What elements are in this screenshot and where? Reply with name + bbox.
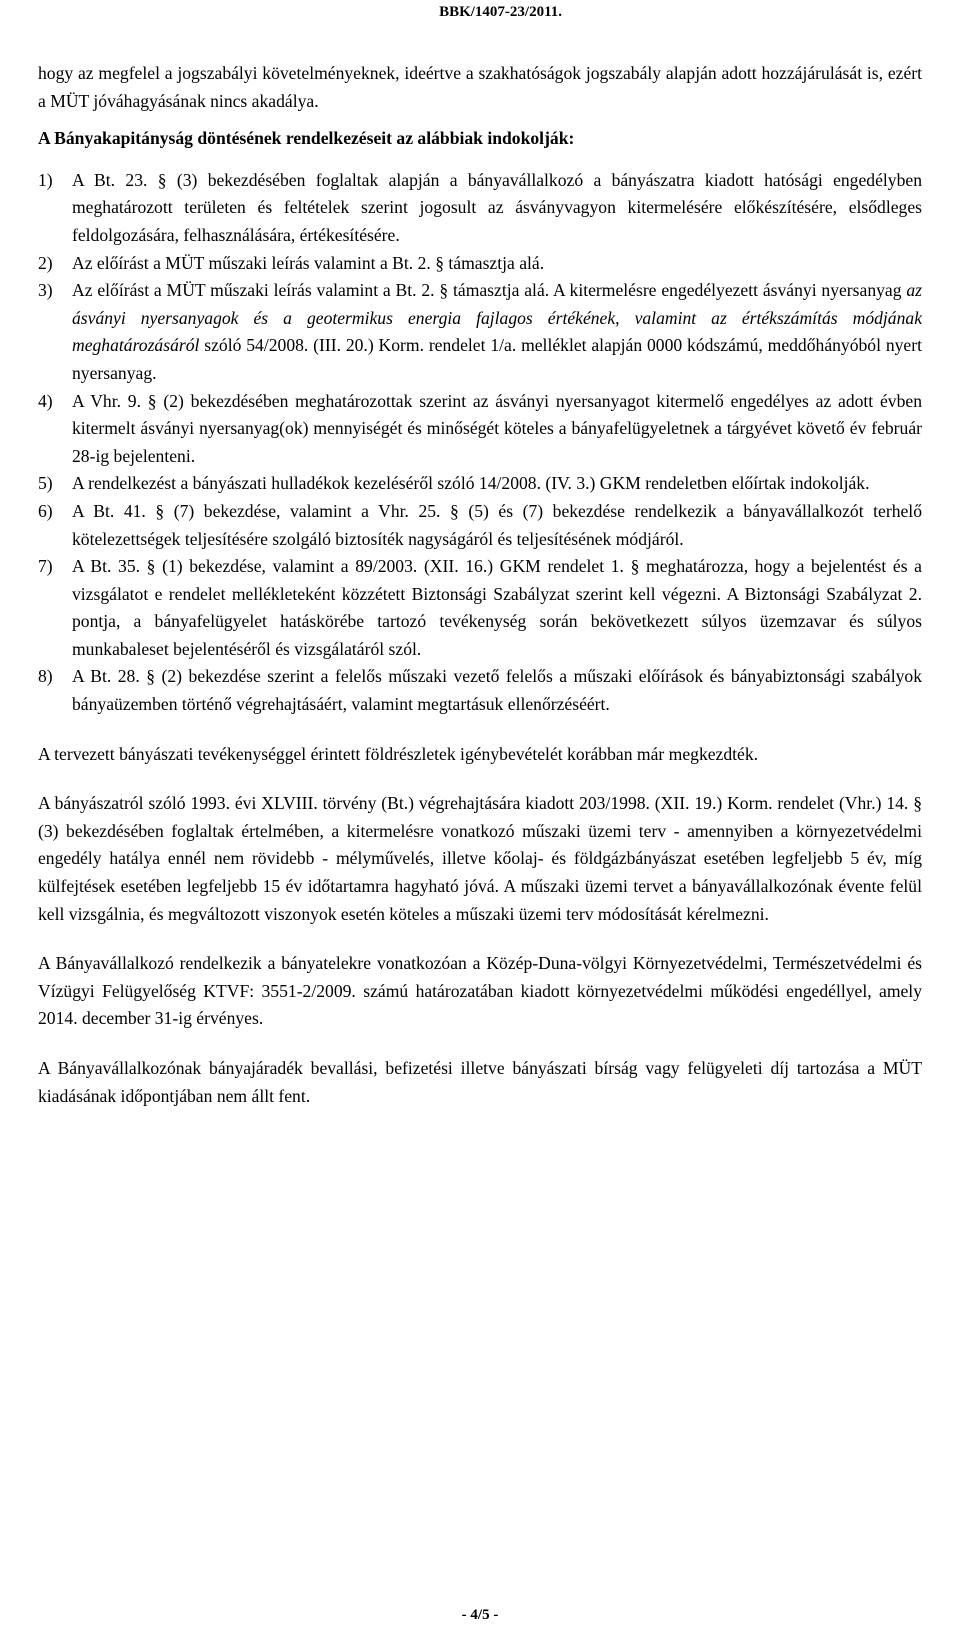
item-number: 7) <box>38 556 53 577</box>
list-item <box>38 470 922 498</box>
item-text: A Bt. 41. § (7) bekezdése, valamint a Vhr. 25. § (5) és (7) bekezdése rendelkezik a bányavállalkozót terhelő kötelezettségek teljesítésére szolgáló biztosíték nagyságáról és teljesítésének módjáról. <box>72 500 922 549</box>
reasons-list <box>38 167 922 719</box>
item-text: Az előírást a MÜT műszaki leírás valamint a Bt. 2. § támasztja alá. A kitermelésre engedélyezett ásványi nyersanyag <box>72 280 907 301</box>
item-text: A Bt. 28. § (2) bekezdése szerint a felelős műszaki vezető felelős a műszaki előírások és bányabiztonsági szabályok bányaüzemben történő végrehajtásáért, valamint megtartásuk ellenőrzéséért. <box>72 666 922 715</box>
list-item <box>38 277 922 387</box>
item-text: A rendelkezést a bányászati hulladékok kezeléséről szóló 14/2008. (IV. 3.) GKM rendeletben előírtak indokolják. <box>72 473 870 494</box>
list-item <box>38 250 922 278</box>
body-paragraph: A tervezett bányászati tevékenységgel érintett földrészletek igénybevételét korábban már megkezdték. <box>38 743 759 764</box>
list-item <box>38 498 922 553</box>
page-footer <box>0 1607 960 1624</box>
item-number: 1) <box>38 169 53 190</box>
item-text: szóló 54/2008. (III. 20.) Korm. rendelet 1/a. melléklet alapján 0000 kódszámú, meddőhányóból nyert nyersanyag. <box>72 335 922 383</box>
document-number: BBK/1407-23/2011. <box>439 4 562 20</box>
body-paragraph: A bányászatról szóló 1993. évi XLVIII. törvény (Bt.) végrehajtására kiadott 203/1998. (XII. 19.) Korm. rendelet (Vhr.) 14. § (3) bekezdésében foglaltak értelmében, a kitermelésre vonatkozó műszaki üzemi terv - amennyiben a környezetvédelmi engedély hatálya ennél nem rövidebb - mélyművelés, illetve kőolaj- és földgázbányászat esetében legfeljebb 5 év, míg külfejtések esetében legfeljebb 15 év időtartamra hagyható jóvá. A műszaki üzemi tervet a bányavállalkozónak évente felül kell vizsgálnia, és megváltozott viszonyok esetén köteles a műszaki üzemi terv módosítását kérelmezni. <box>38 793 922 924</box>
page-number: - 4/5 - <box>461 1607 499 1623</box>
body-paragraph: A Bányavállalkozónak bányajáradék bevallási, befizetési illetve bányászati bírság vagy felügyeleti díj tartozása a MÜT kiadásának időpontjában nem állt fent. <box>38 1058 922 1106</box>
item-text-italic: az ásványi nyersanyagok és a geotermikus energia fajlagos értékének, valamint az értékszámítás módjának meghatározásáról <box>72 280 922 356</box>
list-item <box>38 167 922 250</box>
list-item <box>38 388 922 471</box>
item-number: 8) <box>38 666 53 687</box>
intro-paragraph: hogy az megfelel a jogszabályi követelményeknek, ideértve a szakhatóságok jogszabály alapján adott hozzájárulását is, ezért a MÜT jóváhagyásának nincs akadálya. <box>38 63 922 111</box>
list-item <box>38 553 922 663</box>
item-text: A Bt. 35. § (1) bekezdése, valamint a 89/2003. (XII. 16.) GKM rendelet 1. § meghatározza, hogy a bejelentést és a vizsgálatot e rendelet mellékleteként közzétett Biztonsági Szabályzat szerint kell végezni. A Biztonsági Szabályzat 2. pontja, a bányafelügyelet hatáskörébe tartozó tevékenység során bekövetkezett súlyos üzemzavar és súlyos munkabaleset bejelentéséről és vizsgálatáról szól. <box>72 556 922 659</box>
item-number: 2) <box>38 252 53 273</box>
item-text: A Bt. 23. § (3) bekezdésében foglaltak alapján a bányavállalkozó a bányászatra kiadott hatósági engedélyben meghatározott területen és feltételek szerint jogosult az ásványvagyon kitermelésére előkészítésére, elsődleges feldolgozására, felhasználására, értékesítésére. <box>72 169 922 245</box>
item-number: 6) <box>38 500 53 521</box>
body-paragraph: A Bányavállalkozó rendelkezik a bányatelekre vonatkozóan a Közép-Duna-völgyi Környezetvédelmi, Természetvédelmi és Vízügyi Felügyelőség KTVF: 3551-2/2009. számú határozatában kiadott környezetvédelmi működési engedéllyel, amely 2014. december 31-ig érvényes. <box>38 953 922 1029</box>
document-body <box>38 60 922 1132</box>
item-number: 4) <box>38 390 53 411</box>
list-item <box>38 663 922 718</box>
item-text: A Vhr. 9. § (2) bekezdésében meghatározottak szerint az ásványi nyersanyagot kitermelő engedélyes az adott évben kitermelt ásványi nyersanyag(ok) mennyiségét és minőségét köteles a bányafelügyeletnek a tárgyévet követő év február 28-ig bejelenteni. <box>72 390 922 466</box>
item-text: Az előírást a MÜT műszaki leírás valamint a Bt. 2. § támasztja alá. <box>72 252 545 273</box>
item-number: 5) <box>38 473 53 494</box>
item-number: 3) <box>38 280 53 301</box>
section-heading: A Bányakapitányság döntésének rendelkezéseit az alábbiak indokolják: <box>38 128 575 149</box>
